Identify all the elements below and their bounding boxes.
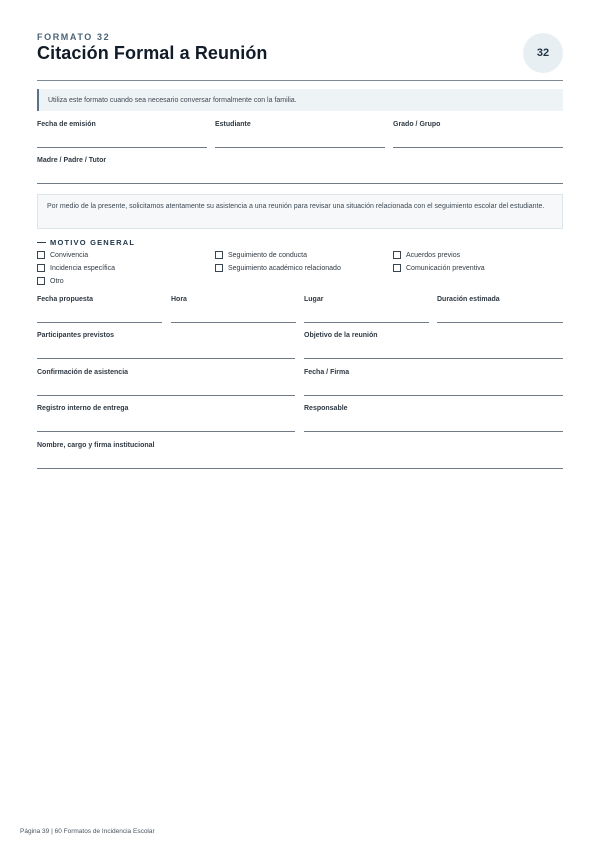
field-label: Nombre, cargo y firma institucional	[37, 442, 155, 449]
field-fecha-firma[interactable]	[304, 369, 563, 397]
field-participantes[interactable]	[37, 332, 295, 360]
heading-dash	[37, 242, 46, 243]
field-confirmacion[interactable]	[37, 369, 295, 397]
checkbox[interactable]	[215, 264, 223, 272]
field-label: Hora	[171, 296, 187, 303]
field-objetivo[interactable]	[304, 332, 563, 360]
field-hora[interactable]	[171, 296, 296, 324]
option-label: Comunicación preventiva	[406, 264, 485, 272]
write-line	[304, 431, 563, 432]
field-label: Registro interno de entrega	[37, 405, 129, 412]
checkbox[interactable]	[393, 264, 401, 272]
citation-statement	[37, 194, 563, 229]
field-nombre-cargo-firma[interactable]	[37, 442, 563, 470]
write-line	[37, 358, 295, 359]
field-responsable[interactable]	[304, 405, 563, 433]
field-grado-grupo[interactable]	[393, 121, 563, 149]
option-incidencia-especifica[interactable]	[37, 264, 115, 272]
write-line	[393, 147, 563, 148]
field-label: Objetivo de la reunión	[304, 332, 378, 339]
checkbox[interactable]	[393, 251, 401, 259]
option-seguimiento-conducta[interactable]	[215, 251, 307, 259]
format-number-badge: 32	[523, 33, 563, 73]
option-comunicacion-preventiva[interactable]	[393, 264, 485, 272]
field-label: Estudiante	[215, 121, 251, 128]
write-line	[304, 322, 429, 323]
option-label: Seguimiento académico relacionado	[228, 264, 341, 272]
format-kicker: FORMATO 32	[37, 32, 111, 42]
option-otro[interactable]	[37, 277, 64, 285]
field-label: Fecha propuesta	[37, 296, 94, 303]
field-label: Lugar	[304, 296, 324, 303]
write-line	[437, 322, 563, 323]
field-lugar[interactable]	[304, 296, 429, 324]
checkbox[interactable]	[37, 277, 45, 285]
field-estudiante[interactable]	[215, 121, 385, 149]
write-line	[37, 183, 563, 184]
option-acuerdos-previos[interactable]	[393, 251, 460, 259]
option-label: Acuerdos previos	[406, 251, 461, 259]
checkbox[interactable]	[215, 251, 223, 259]
write-line	[37, 468, 563, 469]
option-label: Seguimiento de conducta	[228, 251, 307, 259]
field-label: Participantes previstos	[37, 332, 115, 339]
field-registro[interactable]	[37, 405, 295, 433]
write-line	[37, 147, 207, 148]
page-footer: Página 39 | 60 Formatos de Incidencia Escolar	[20, 828, 155, 835]
write-line	[37, 395, 295, 396]
field-label: Duración estimada	[437, 296, 500, 303]
option-label: Incidencia específica	[50, 264, 115, 272]
option-seguimiento-academico[interactable]	[215, 264, 341, 272]
option-label: Convivencia	[50, 251, 89, 259]
field-label: Confirmación de asistencia	[37, 369, 129, 376]
field-label: Madre / Padre / Tutor	[37, 157, 107, 164]
field-label: Responsable	[304, 405, 348, 412]
field-label: Grado / Grupo	[393, 121, 441, 128]
field-fecha-propuesta[interactable]	[37, 296, 162, 324]
field-fecha-emision[interactable]	[37, 121, 207, 149]
write-line	[37, 322, 162, 323]
field-tutor[interactable]	[37, 157, 563, 185]
motivo-heading-text: MOTIVO GENERAL	[50, 238, 136, 247]
write-line	[171, 322, 296, 323]
option-convivencia[interactable]	[37, 251, 88, 259]
field-label: Fecha / Firma	[304, 369, 350, 376]
write-line	[304, 395, 563, 396]
checkbox[interactable]	[37, 264, 45, 272]
write-line	[215, 147, 385, 148]
motivo-heading	[37, 238, 135, 247]
page-title: Citación Formal a Reunión	[37, 43, 268, 63]
option-label: Otro	[50, 277, 64, 285]
write-line	[304, 358, 563, 359]
write-line	[37, 431, 295, 432]
field-duracion[interactable]	[437, 296, 563, 324]
usage-notice-text: Utiliza este formato cuando sea necesario conversar formalmente con la familia.	[48, 96, 297, 104]
field-label: Fecha de emisión	[37, 121, 96, 128]
citation-statement-text: Por medio de la presente, solicitamos atentamente su asistencia a una reunión para revisar una situación relacionada con el seguimiento escolar del estudiante.	[47, 203, 545, 210]
checkbox[interactable]	[37, 251, 45, 259]
header-divider	[37, 80, 563, 81]
usage-notice	[37, 89, 563, 111]
